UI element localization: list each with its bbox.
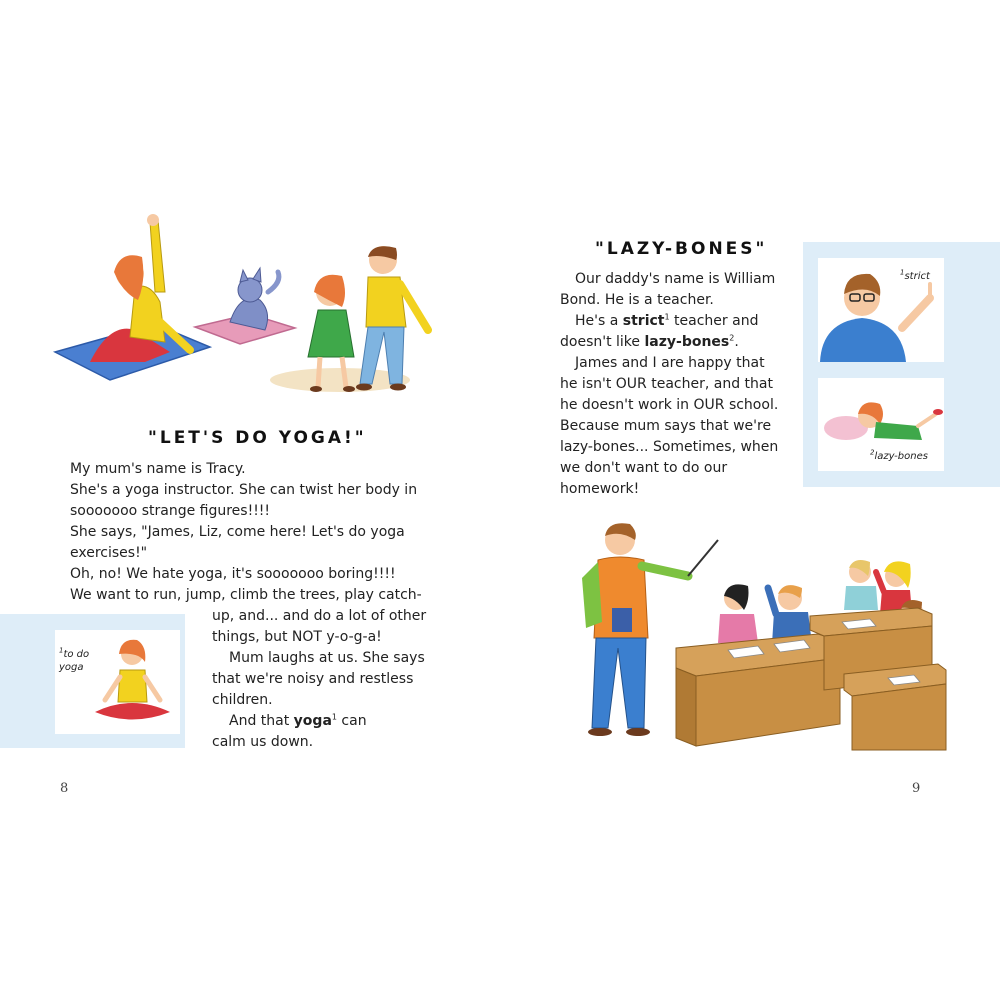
glossary-label: $^1$strict <box>900 268 930 282</box>
paragraph: Oh, no! We hate yoga, it's sooooooo boring!!!! <box>70 566 396 582</box>
glossary-card <box>55 630 180 734</box>
paragraph: My mum's name is Tracy. <box>70 461 246 477</box>
glossary-card <box>818 258 944 362</box>
right-page <box>500 0 1000 1000</box>
yoga-pose-illustration <box>75 632 175 732</box>
page-title: "LAZY-BONES" <box>595 239 768 259</box>
page-title: "LET'S DO YOGA!" <box>148 428 367 448</box>
paragraph: She says, "James, Liz, come here! Let's do yoga exercises!" <box>70 524 405 561</box>
paragraph: Our daddy's name is William Bond. He is a teacher. <box>560 271 776 308</box>
classroom-illustration <box>578 518 948 753</box>
glossary-term: strict <box>622 313 665 329</box>
page-number: 9 <box>912 781 921 796</box>
page-number: 8 <box>60 781 69 796</box>
glossary-card <box>818 378 944 471</box>
glossary-term: lazy-bones <box>644 334 730 350</box>
paragraph: We want to run, jump, climb the trees, play catch- <box>70 587 422 603</box>
paragraph: She's a yoga instructor. She can twist her body in sooooooo strange figures!!!! <box>70 482 418 519</box>
paragraph: He's a strict$^1$ teacher and doesn't like lazy-bones$^2$. <box>560 312 759 350</box>
paragraph: up, and... and do a lot of other things, but NOT y-o-g-a! <box>212 608 427 645</box>
glossary-label: $^2$lazy-bones <box>870 448 928 462</box>
yoga-family-illustration <box>50 212 440 402</box>
glossary-label: $^1$to do yoga <box>59 646 90 673</box>
paragraph: James and I are happy that he isn't OUR teacher, and that he doesn't work in OUR school. Because mum says that we're lazy-bones... Sometimes, when we don't want to do our homework! <box>560 355 779 497</box>
glossary-term: yoga <box>293 713 332 729</box>
paragraph: And that yoga$^1$ can calm us down. <box>212 712 367 750</box>
paragraph: Mum laughs at us. She says that we're noisy and restless children. <box>212 650 425 708</box>
